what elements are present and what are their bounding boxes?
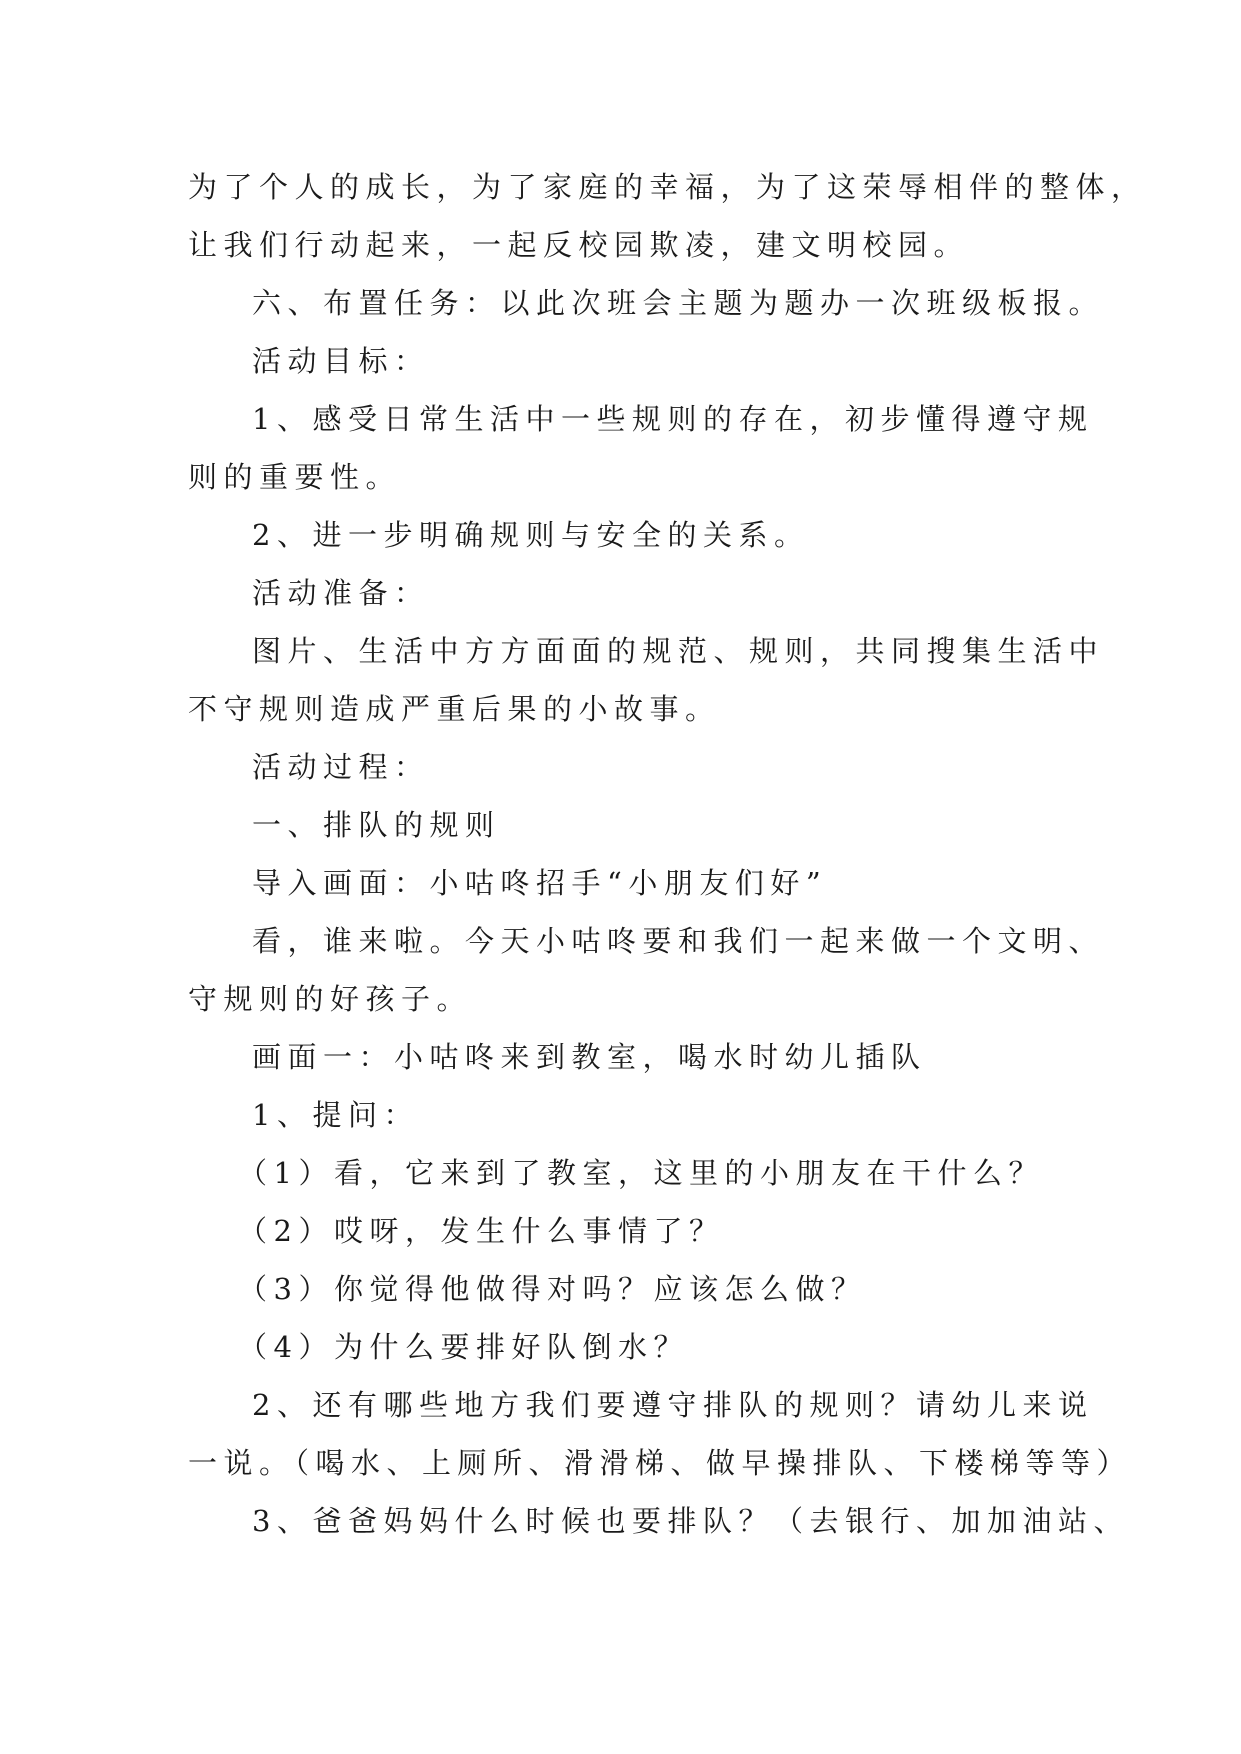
section-heading: 活动过程： (252, 750, 430, 784)
paragraph-line: 不守规则造成严重后果的小故事。 (188, 692, 721, 726)
list-item: 2、还有哪些地方我们要遵守排队的规则？请幼儿来说 (252, 1388, 1094, 1422)
section-heading: 活动目标： (252, 344, 430, 378)
document-body (188, 158, 1147, 1550)
section-heading: 活动准备： (252, 576, 430, 610)
paragraph-line: 图片、生活中方方面面的规范、规则，共同搜集生活中 (252, 634, 1105, 668)
paragraph-line: 看，谁来啦。今天小咕咚要和我们一起来做一个文明、 (252, 924, 1105, 958)
paragraph-line: 则的重要性。 (188, 460, 402, 494)
section-heading: 一、排队的规则 (252, 808, 501, 842)
list-item: 2、进一步明确规则与安全的关系。 (252, 518, 810, 552)
paragraph-line: 守规则的好孩子。 (188, 982, 473, 1016)
paragraph-line: 让我们行动起来，一起反校园欺凌，建文明校园。 (188, 228, 970, 262)
question-item: （4）为什么要排好队倒水？ (238, 1330, 689, 1364)
question-item: （1）看，它来到了教室，这里的小朋友在干什么？ (238, 1156, 1044, 1190)
list-item: 3、爸爸妈妈什么时候也要排队？（去银行、加加油站、 (252, 1504, 1129, 1538)
question-item: （3）你觉得他做得对吗？应该怎么做？ (238, 1272, 867, 1306)
question-item: （2）哎呀，发生什么事情了？ (238, 1214, 725, 1248)
list-item: 1、提问： (252, 1098, 419, 1132)
paragraph-line: 为了个人的成长，为了家庭的幸福，为了这荣辱相伴的整体， (188, 170, 1147, 204)
paragraph-line: 一说。（喝水、上厕所、滑滑梯、做早操排队、下楼梯等等） (188, 1446, 1133, 1480)
section-heading: 六、布置任务：以此次班会主题为题办一次班级板报。 (252, 286, 1105, 320)
list-item: 1、感受日常生活中一些规则的存在，初步懂得遵守规 (252, 402, 1094, 436)
paragraph-line: 导入画面：小咕咚招手“小朋友们好” (252, 866, 828, 900)
paragraph-line: 画面一：小咕咚来到教室，喝水时幼儿插队 (252, 1040, 927, 1074)
